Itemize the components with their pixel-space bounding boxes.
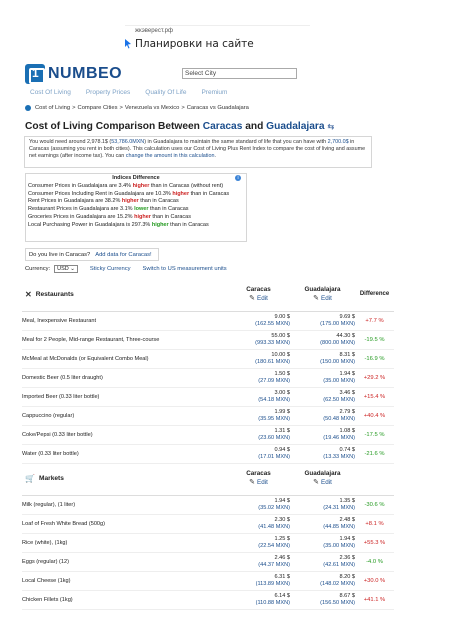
item-name: Loaf of Fresh White Bread (500g): [22, 514, 227, 533]
item-name: Meal for 2 People, Mid-range Restaurant, Three-course: [22, 330, 227, 349]
city2-price: 9.69 $ (175.00 MXN): [290, 311, 355, 330]
ad-title[interactable]: Планировки на сайте: [135, 38, 254, 50]
difference-value: +30.0 %: [355, 571, 394, 590]
table-row: [22, 387, 394, 406]
edit-city1-button[interactable]: ✎ Edit: [249, 479, 268, 487]
pencil-icon: ✎: [249, 295, 255, 303]
item-name: Coke/Pepsi (0.33 liter bottle): [22, 425, 227, 444]
table-row: [22, 495, 394, 514]
indices-difference-box: [25, 173, 247, 242]
city2-price: 0.74 $ (13.33 MXN): [290, 444, 355, 463]
table-row: [22, 406, 394, 425]
sticky-currency-link[interactable]: Sticky Currency: [89, 266, 131, 272]
table-row: [22, 330, 394, 349]
difference-value: +55.3 %: [355, 533, 394, 552]
difference-value: +7.7 %: [355, 311, 394, 330]
pencil-icon: ✎: [313, 295, 319, 303]
breadcrumb: Cost of Living > Compare Cities > Venezuela vs Mexico > Caracas vs Guadalajara: [25, 105, 249, 111]
difference-value: +41.1 %: [355, 590, 394, 609]
difference-value: -17.5 %: [355, 425, 394, 444]
ad-arrow-icon: [125, 39, 131, 49]
breadcrumb-item[interactable]: Compare Cities: [77, 105, 118, 111]
edit-city2-button[interactable]: ✎ Edit: [313, 295, 332, 303]
indices-row: Consumer Prices in Guadalajara are 3.4% higher than in Caracas (without rent): [28, 183, 224, 189]
item-name: Milk (regular), (1 liter): [22, 495, 227, 514]
city2-price: 2.48 $ (44.85 MXN): [290, 514, 355, 533]
currency-bar: Currency: USD ⌄ Sticky Currency Switch to US measurement units: [25, 266, 227, 272]
difference-value: -21.6 %: [355, 444, 394, 463]
city2-price: 2.79 $ (50.48 MXN): [290, 406, 355, 425]
city2-price: 3.46 $ (62.50 MXN): [290, 387, 355, 406]
city2-price: 8.67 $ (156.50 MXN): [290, 590, 355, 609]
city1-price: 55.00 $ (993.33 MXN): [227, 330, 290, 349]
edit-city1-button[interactable]: ✎ Edit: [249, 295, 268, 303]
breadcrumb-item[interactable]: Caracas vs Guadalajara: [186, 105, 249, 111]
city1-price: 1.25 $ (22.54 MXN): [227, 533, 290, 552]
city1-link[interactable]: Caracas: [202, 121, 243, 132]
city2-price: 1.94 $ (35.00 MXN): [290, 368, 355, 387]
markets-table: 🛒 Markets Caracas ✎ Edit Guadalajara ✎ Edit Milk (regular), (1 liter) 1.94 $ (35.02 MXN) 1.35 $ (24.31 MXN) -30.6 % Loaf of Fresh White Bread (500g) 2.30 $ (41.48 MXN) 2.48 $ (44.85 MXN) +8.1 % Rice (white), (1kg) 1.25 $ (22.54 MXN) 1.94 $ (35.00 MXN) +55.3 % Eggs (regular) (12) 2.46 $ (44.37 MXN) 2.36 $ (42.61 MXN) -4.0 % Local Cheese (1kg) 6.31 $ (113.89 MXN) 8.20 $ (148.02 MXN) +30.0 % Chicken Fillets (1kg) 6.14 $ (110.88 MXN) 8.67 $ (156.50 MXN) +41.1 %: [22, 462, 394, 610]
city2-price: 8.20 $ (148.02 MXN): [290, 571, 355, 590]
cart-icon: 🛒: [25, 473, 35, 483]
city1-price: 6.31 $ (113.89 MXN): [227, 571, 290, 590]
add-data-link[interactable]: Add data for Caracas!: [95, 252, 152, 258]
table-row: [22, 349, 394, 368]
swap-cities-icon[interactable]: ⇆: [327, 122, 335, 131]
item-name: Meal, Inexpensive Restaurant: [22, 311, 227, 330]
summary-box: You would need around 2,978.1$ (53,786.0MXN) in Guadalajara to maintain the same standard of life that you can have with 2,700.0$ in Caracas (assuming you rent in both cities). This calculation uses our Cost of Living Plus Rent Index to compare the cost of living and assume net earnings (after income tax). You can change the amount in this calculation.: [24, 136, 372, 168]
difference-value: +40.4 %: [355, 406, 394, 425]
difference-value: +29.2 %: [355, 368, 394, 387]
item-name: Cappuccino (regular): [22, 406, 227, 425]
difference-header: Difference: [355, 278, 394, 311]
section-title: Restaurants: [35, 290, 74, 298]
ad-banner[interactable]: [125, 25, 310, 57]
currency-select[interactable]: USD ⌄: [54, 265, 78, 273]
indices-row: Restaurant Prices in Guadalajara are 3.1% lower than in Caracas: [28, 206, 189, 213]
city1-price: 1.99 $ (35.95 MXN): [227, 406, 290, 425]
item-name: Imported Beer (0.33 liter bottle): [22, 387, 227, 406]
city2-price: 44.30 $ (800.00 MXN): [290, 330, 355, 349]
item-name: Domestic Beer (0.5 liter draught): [22, 368, 227, 387]
difference-value: -4.0 %: [355, 552, 394, 571]
city1-price: 1.50 $ (27.09 MXN): [227, 368, 290, 387]
city1-price: 3.00 $ (54.18 MXN): [227, 387, 290, 406]
edit-city2-button[interactable]: ✎ Edit: [313, 479, 332, 487]
change-amount-link[interactable]: change the amount in this calculation: [125, 153, 215, 159]
units-switch-link[interactable]: Switch to US measurement units: [142, 266, 227, 272]
difference-value: +15.4 %: [355, 387, 394, 406]
city2-price: 1.35 $ (24.31 MXN): [290, 495, 355, 514]
difference-value: +8.1 %: [355, 514, 394, 533]
utensils-icon: ✕: [25, 289, 32, 299]
city2-price: 8.31 $ (150.00 MXN): [290, 349, 355, 368]
table-row: [22, 590, 394, 609]
info-icon[interactable]: i: [235, 175, 241, 181]
table-row: [22, 533, 394, 552]
city2-price: 1.94 $ (35.00 MXN): [290, 533, 355, 552]
nav-quality-of-life[interactable]: Quality Of Life: [145, 89, 187, 96]
breadcrumb-item[interactable]: Cost of Living: [35, 105, 71, 111]
pencil-icon: ✎: [249, 479, 255, 487]
city1-price: 10.00 $ (180.61 MXN): [227, 349, 290, 368]
page-title: Cost of Living Comparison Between Caracas and Guadalajara ⇆: [25, 121, 335, 132]
numbeo-logo[interactable]: [25, 64, 122, 84]
restaurants-table: ✕ Restaurants Caracas ✎ Edit Guadalajara ✎ Edit Difference Meal, Inexpensive Restaurant 9.00 $ (162.55 MXN) 9.69 $ (175.00 MXN) +7.7 % Meal for 2 People, Mid-range Restaurant, Three-course 55.00 $ (993.33 MXN) 44.30 $ (800.00 MXN) -19.5 % McMeal at McDonalds (or Equivalent Combo Meal) 10.00 $ (180.61 MXN) 8.31 $ (150.00 MXN) -16.9 % Domestic Beer (0.5 liter draught) 1.50 $ (27.09 MXN) 1.94 $ (35.00 MXN) +29.2 % Imported Beer (0.33 liter bottle) 3.00 $ (54.18 MXN) 3.46 $ (62.50 MXN) +15.4 % Cappuccino (regular) 1.99 $ (35.95 MXN) 2.79 $ (50.48 MXN) +40.4 % Coke/Pepsi (0.33 liter bottle) 1.31 $ (23.60 MXN) 1.08 $ (19.46 MXN) -17.5 % Water (0.33 liter bottle) 0.94 $ (17.01 MXN) 0.74 $ (13.33 MXN) -21.6 %: [22, 278, 394, 464]
home-icon: [25, 105, 31, 111]
difference-value: -19.5 %: [355, 330, 394, 349]
difference-value: -16.9 %: [355, 349, 394, 368]
numbeo-logo-icon: [25, 64, 45, 84]
indices-row: Consumer Prices Including Rent in Guadalajara are 10.3% higher than in Caracas: [28, 190, 230, 197]
live-in-box: Do you live in Caracas? Add data for Caracas!: [25, 248, 159, 261]
city1-price: 2.46 $ (44.37 MXN): [227, 552, 290, 571]
indices-row: Local Purchasing Power in Guadalajara is 297.3% higher than in Caracas: [28, 221, 209, 228]
pencil-icon: ✎: [313, 479, 319, 487]
item-name: Water (0.33 liter bottle): [22, 444, 227, 463]
item-name: Local Cheese (1kg): [22, 571, 227, 590]
logo-text: NUMBEO: [48, 65, 123, 82]
city1-price: 0.94 $ (17.01 MXN): [227, 444, 290, 463]
indices-title: Indices Difference: [112, 175, 160, 181]
city2-price: 2.36 $ (42.61 MXN): [290, 552, 355, 571]
city1-price: 2.30 $ (41.48 MXN): [227, 514, 290, 533]
nav-cost-of-living[interactable]: Cost Of Living: [30, 89, 71, 96]
indices-row: Groceries Prices in Guadalajara are 15.2% higher than in Caracas: [28, 213, 191, 220]
indices-row: Rent Prices in Guadalajara are 38.2% higher than in Caracas: [28, 198, 179, 205]
item-name: McMeal at McDonalds (or Equivalent Combo Meal): [22, 349, 227, 368]
city1-price: 9.00 $ (162.55 MXN): [227, 311, 290, 330]
table-row: [22, 444, 394, 463]
nav-premium[interactable]: Premium: [201, 89, 228, 96]
item-name: Chicken Fillets (1kg): [22, 590, 227, 609]
table-row: [22, 552, 394, 571]
section-title: Markets: [38, 474, 64, 482]
table-row: [22, 425, 394, 444]
ad-domain: жкэверест.рф: [135, 28, 173, 34]
item-name: Eggs (regular) (12): [22, 552, 227, 571]
city2-price: 1.08 $ (19.46 MXN): [290, 425, 355, 444]
city2-link[interactable]: Guadalajara: [266, 121, 325, 132]
table-row: [22, 514, 394, 533]
difference-value: -30.6 %: [355, 495, 394, 514]
breadcrumb-item[interactable]: Venezuela vs Mexico: [124, 105, 180, 111]
city1-price: 1.31 $ (23.60 MXN): [227, 425, 290, 444]
table-row: [22, 311, 394, 330]
city-search-input[interactable]: Select City: [182, 68, 297, 79]
nav-property-prices[interactable]: Property Prices: [85, 89, 131, 96]
table-row: [22, 571, 394, 590]
table-row: [22, 368, 394, 387]
city1-price: 1.94 $ (35.02 MXN): [227, 495, 290, 514]
city1-price: 6.14 $ (110.88 MXN): [227, 590, 290, 609]
main-nav: [30, 89, 227, 96]
item-name: Rice (white), (1kg): [22, 533, 227, 552]
